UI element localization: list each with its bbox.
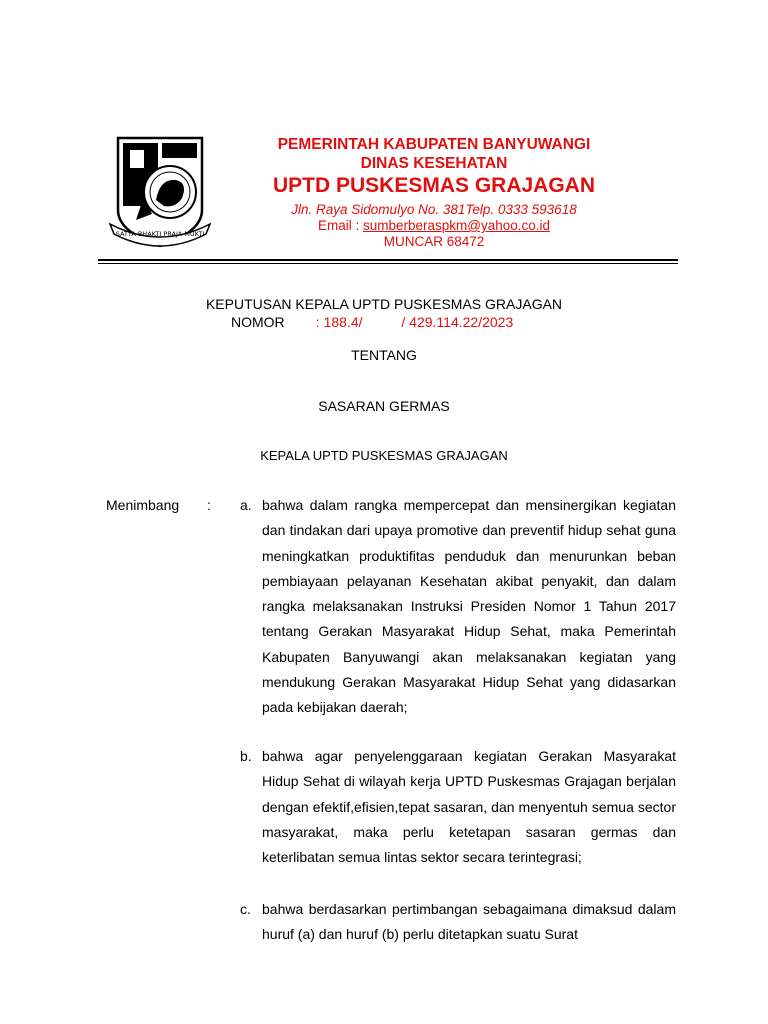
header-divider-thick [98, 259, 678, 261]
decree-subject: SASARAN GERMAS [318, 398, 450, 414]
header-institution: UPTD PUSKESMAS GRAJAGAN [272, 174, 596, 197]
nomor-value: : 188.4/ / 429.114.22/2023 [315, 314, 514, 330]
item-c-letter: c. [240, 901, 251, 917]
email-label: Email : [317, 218, 363, 233]
header-city: MUNCAR 68472 [383, 234, 485, 249]
menimbang-label: Menimbang [106, 497, 180, 513]
item-a-letter: a. [240, 497, 252, 513]
menimbang-colon: : [207, 497, 211, 513]
item-b-letter: b. [240, 748, 252, 764]
header-divider-thin [98, 263, 678, 264]
decree-number [231, 314, 513, 330]
header-government: PEMERINTAH KABUPATEN BANYUWANGI [277, 136, 591, 153]
header-email-line [246, 218, 622, 233]
regency-emblem-icon [96, 128, 224, 256]
nomor-label: NOMOR [231, 314, 285, 330]
header-department: DINAS KESEHATAN [360, 155, 508, 172]
email-link[interactable]: sumberberaspkm@yahoo.co.id [362, 218, 551, 233]
item-c-text: bahwa berdasarkan pertimbangan sebagaimana dimaksud dalam huruf (a) dan huruf (b) perlu ditetapkan suatu Surat [262, 901, 676, 943]
decree-tentang: TENTANG [351, 347, 417, 363]
item-b-text: bahwa agar penyelenggaraan kegiatan Gerakan Masyarakat Hidup Sehat di wilayah kerja UPTD Puskesmas Grajagan berjalan dengan efektif,efisien,tepat sasaran, dan menyentuh semua sector masyarakat, maka perlu ketetapan sasaran germas dan keterlibatan semua lintas sektor secara terintegrasi; [262, 748, 676, 866]
decree-authority: KEPALA UPTD PUSKESMAS GRAJAGAN [260, 448, 508, 463]
item-a-text: bahwa dalam rangka mempercepat dan mensinergikan kegiatan dan tindakan dari upaya promotive dan preventif hidup sehat guna meningkatkan produktifitas penduduk dan menurunkan beban pembiayaan pelayanan Kesehatan akibat penyakit, dan dalam rangka melaksanakan Instruksi Presiden Nomor 1 Tahun 2017 tentang Gerakan Masyarakat Hidup Sehat, maka Pemerintah Kabupaten Banyuwangi akan melaksanakan kegiatan yang mendukung Gerakan Masyarakat Hidup Sehat yang didasarkan pada kebijakan daerah; [262, 497, 676, 716]
svg-text:SATYA BHAKTI PRAJA MUKTI: SATYA BHAKTI PRAJA MUKTI [115, 230, 205, 238]
decree-title: KEPUTUSAN KEPALA UPTD PUSKESMAS GRAJAGAN [205, 296, 563, 312]
header-address: Jln. Raya Sidomulyo No. 381Telp. 0333 593618 [291, 202, 577, 217]
